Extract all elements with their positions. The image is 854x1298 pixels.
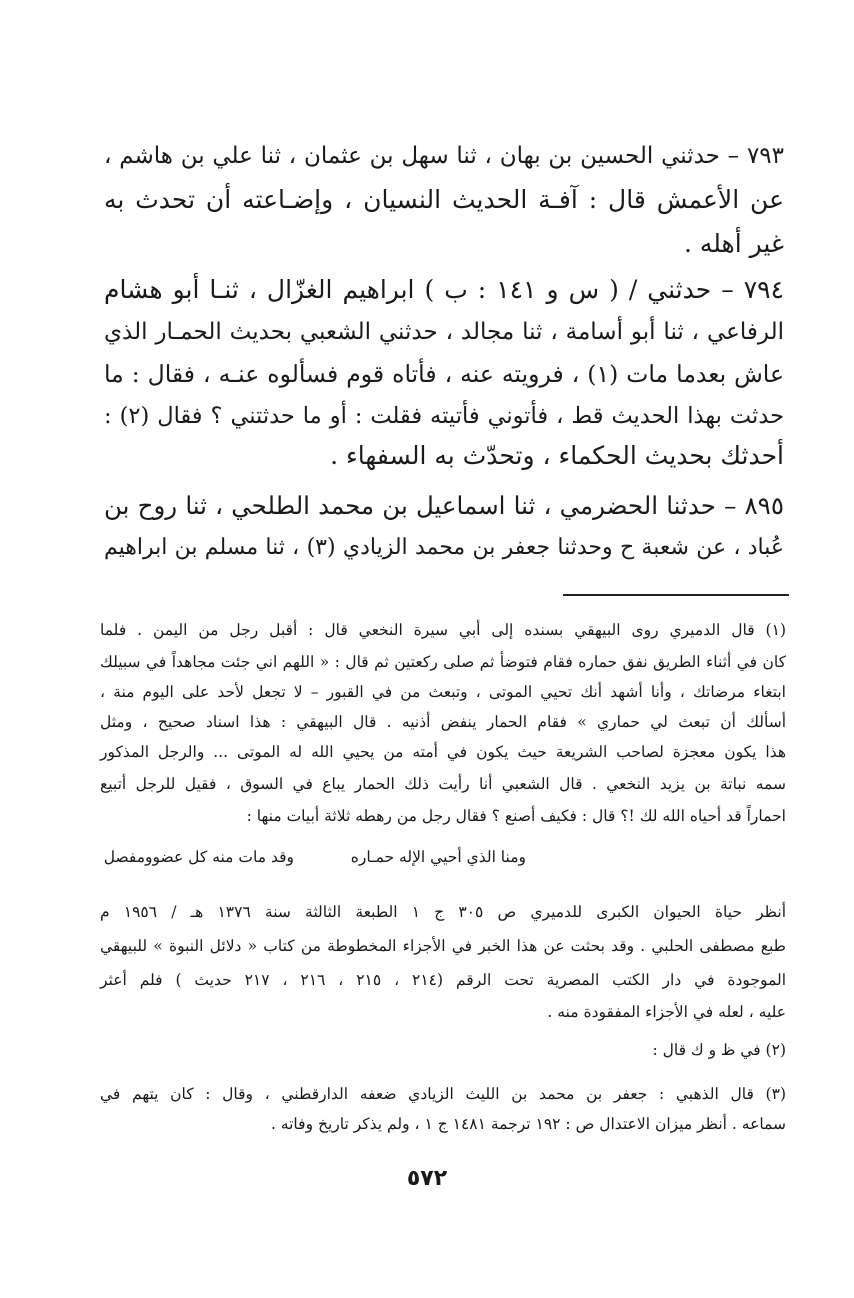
text-line: غير أهله . (683, 229, 784, 258)
footnote-separator (563, 594, 789, 596)
footnote-line: عليه ، لعله في الأجزاء المفقودة منه . (547, 1003, 786, 1021)
text-line: الرفاعي ، ثنا أبو أسامة ، ثنا مجالد ، حدثني الشعبي بحديث الحمـار الذي (104, 319, 784, 345)
page-number: ٥٧٢ (406, 1166, 448, 1191)
footnote-line: (٢) في ظ و ك قال : (652, 1041, 786, 1059)
footnote-line: أنظر حياة الحيوان الكبرى للدميري ص ٣٠٥ ج ١ الطبعة الثالثة سنة ١٣٧٦ هـ / ١٩٥٦ م (100, 903, 787, 921)
text-line: عُباد ، عن شعبة ح وحدثنا جعفر بن محمد الزيادي (٣) ، ثنا مسلم بن ابراهيم (104, 535, 785, 560)
text-line: حدثت بهذا الحديث قط ، فأتوني فأتيته فقلت : أو ما حدثتني ؟ فقال (٢) : (104, 403, 784, 429)
footnote-line: أسألك أن تبعث لي حماري » فقام الحمار ينفض أذنيه . قال البيهقي : هذا اسناد صحيح ، ومثل (100, 713, 786, 731)
footnote-line: (٣) قال الذهبي : جعفر بن محمد بن الليث الزيادي ضعفه الدارقطني ، وقال : كان يتهم في (100, 1085, 786, 1103)
footnote-line: طبع مصطفى الحلبي . وقد بحثت عن هذا الخبر في الأجزاء المخطوطة من كتاب « دلائل النبوة » للبيهقي (100, 937, 786, 955)
text-line: ٨٩٥ – حدثنا الحضرمي ، ثنا اسماعيل بن محمد الطلحي ، ثنا روح بن (104, 491, 784, 520)
footnote-line: ابتغاء مرضاتك ، وأنا أشهد أنك تحيي الموتى ، وتبعث من في القبور – لا تجعل لأحد على اليوم منة ، (100, 683, 786, 701)
text-line: أحدثك بحديث الحكماء ، وتحدّث به السفهاء . (330, 441, 784, 470)
footnote-line: الموجودة في دار الكتب المصرية تحت الرقم (٢١٤ ، ٢١٥ ، ٢١٦ ، ٢١٧ حديث ) فلم أعثر (100, 971, 787, 989)
text-line: ٧٩٤ – حدثني / ( س و ١٤١ : ب ) ابراهيم الغزّال ، ثنـا أبو هشام (104, 275, 785, 304)
footnote-line: هذا يكون معجزة لصاحب الشريعة حيث يكون في أمته من يحيي الله له الموتى ... والرجل المذكور (100, 743, 786, 761)
text-line: عن الأعمش قال : آفـة الحديث النسيان ، وإضـاعته أن تحدث به (104, 185, 784, 214)
verse-second-hemistich: وقد مات منه كل عضوومفصل (103, 848, 294, 866)
text-line: ٧٩٣ – حدثني الحسين بن بهان ، ثنا سهل بن عثمان ، ثنا علي بن هاشم ، (104, 143, 784, 169)
footnote-line: كان في أثناء الطريق نفق حماره فقام فتوضأ ثم صلى ركعتين ثم قال : « اللهم اني جئت مجاهداً في سبيلك (100, 653, 786, 671)
footnote-line: سمه نباتة بن يزيد النخعي . قال الشعبي أنا رأيت ذلك الحمار يباع في السوق ، فقيل للرجل أتبيع (100, 775, 786, 793)
verse-first-hemistich: ومنا الذي أحيي الإله حمـاره (350, 848, 526, 866)
text-line: عاش بعدما مات (١) ، فرويته عنه ، فأتاه قوم فسألوه عنـه ، فقال : ما (104, 360, 784, 388)
footnote-line: (١) قال الدميري روى البيهقي بسنده إلى أبي سيرة النخعي قال : أقبل رجل من اليمن . فلما (100, 621, 786, 639)
footnote-line: احماراً قد أحياه الله لك !؟ قال : فكيف أصنع ؟ فقال رجل من رهطه ثلاثة أبيات منها : (246, 807, 786, 825)
footnote-line: سماعه . أنظر ميزان الاعتدال ص : ١٩٢ ترجمة ١٤٨١ ج ١ ، ولم يذكر تاريخ وفاته . (270, 1115, 786, 1133)
